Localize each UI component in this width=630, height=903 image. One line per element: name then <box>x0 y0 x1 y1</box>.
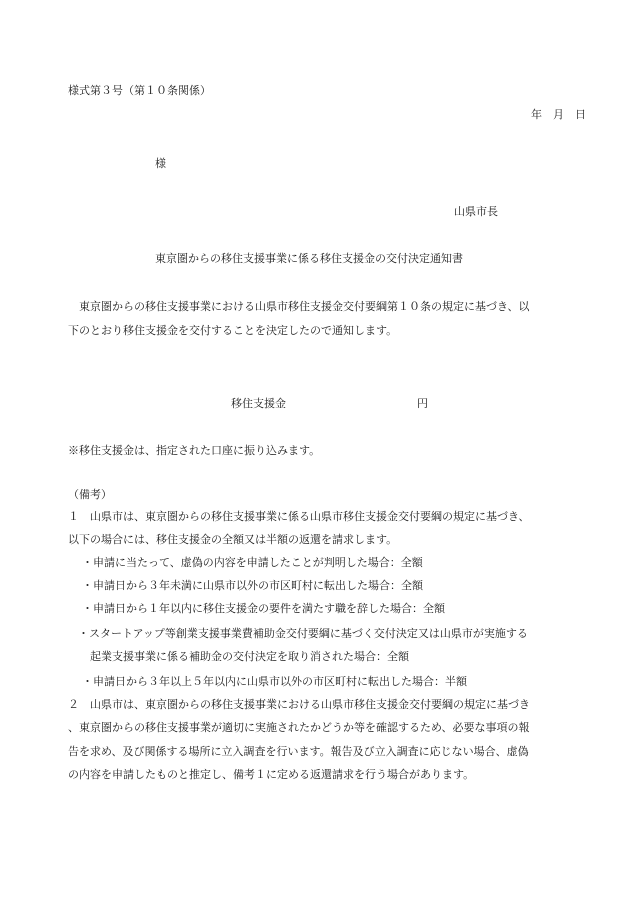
document-title: 東京圏からの移住支援事業に係る移住支援金の交付決定通知書 <box>155 252 463 265</box>
date-label: 年 月 日 <box>531 108 586 121</box>
addressee-suffix: 様 <box>155 157 166 170</box>
payment-note: ※移住支援金は、指定された口座に振り込みます。 <box>68 444 321 457</box>
remark-item-1: １ 山県市は、東京圏からの移住支援事業に係る山県市移住支援金交付要綱の規定に基づき、 <box>68 510 530 523</box>
body-line: 下のとおり移住支援金を交付することを決定したので通知します。 <box>68 324 398 337</box>
remark-bullet: ・スタートアップ等創業支援事業費補助金交付要綱に基づく交付決定又は山県市が実施する <box>78 627 528 640</box>
remark-item-2: の内容を申請したものと推定し、備考１に定める返還請求を行う場合があります。 <box>68 768 475 781</box>
remark-item-1: 以下の場合には、移住支援金の全額又は半額の返還を請求します。 <box>68 533 398 546</box>
body-line: 東京圏からの移住支援事業における山県市移住支援金交付要綱第１０条の規定に基づき、以 <box>68 300 530 313</box>
issuer-name: 山県市長 <box>454 205 498 218</box>
remark-item-2: ２ 山県市は、東京圏からの移住支援事業における山県市移住支援金交付要綱の規定に基づき <box>68 698 530 711</box>
amount-label: 移住支援金 <box>231 397 286 410</box>
remark-bullet: 起業支援事業に係る補助金の交付決定を取り消された場合：全額 <box>90 650 409 663</box>
remarks-heading: （備考） <box>68 488 112 501</box>
remark-bullet: ・申請日から３年未満に山県市以外の市区町村に転出した場合：全額 <box>82 579 423 592</box>
amount-unit: 円 <box>417 397 428 410</box>
remark-bullet: ・申請日から１年以内に移住支援金の要件を満たす職を辞した場合：全額 <box>82 602 445 615</box>
remark-item-2: 、東京圏からの移住支援事業が適切に実施されたかどうか等を確認するため、必要な事項の報 <box>68 721 530 734</box>
remark-item-2: 告を求め、及び関係する場所に立入調査を行います。報告及び立入調査に応じない場合、虚偽 <box>68 745 529 758</box>
remark-bullet: ・申請に当たって、虚偽の内容を申請したことが判明した場合：全額 <box>82 556 423 569</box>
remark-bullet: ・申請日から３年以上５年以内に山県市以外の市区町村に転出した場合：半額 <box>82 675 467 688</box>
form-number: 様式第３号（第１０条関係） <box>68 84 211 97</box>
